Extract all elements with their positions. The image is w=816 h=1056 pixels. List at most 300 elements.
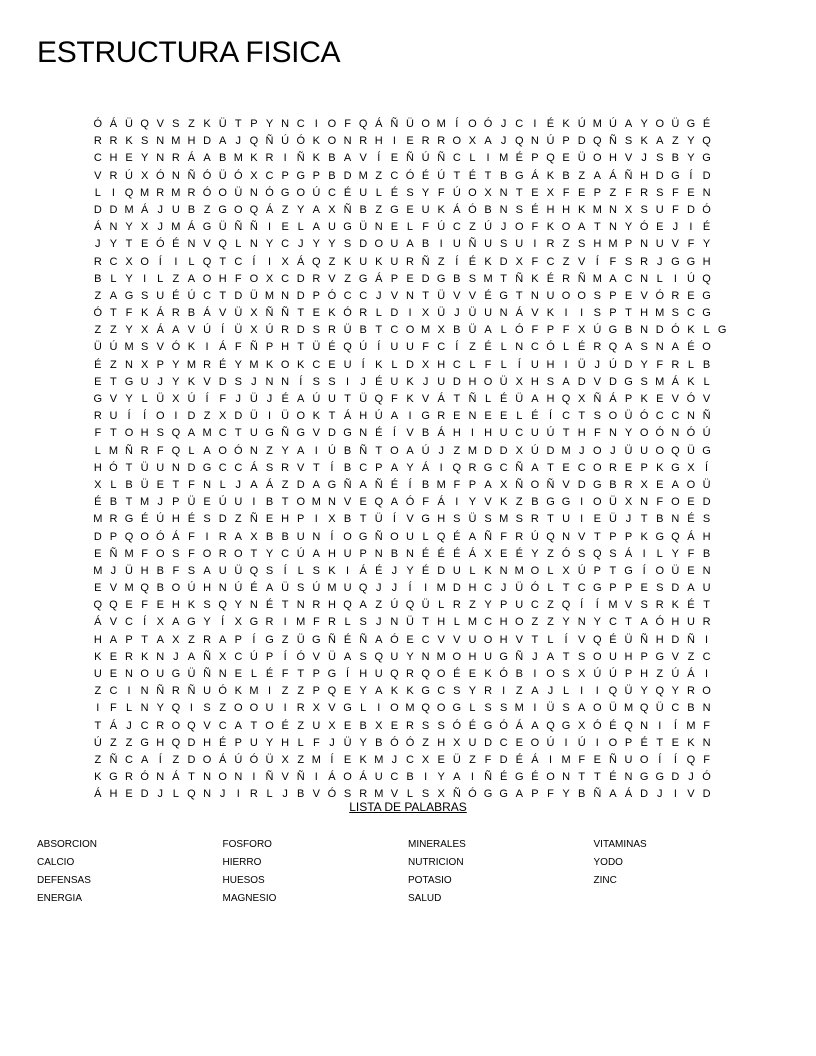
grid-letter: T (625, 307, 632, 320)
grid-letter: U (437, 375, 446, 388)
grid-letter: G (593, 582, 602, 595)
grid-letter: L (453, 616, 460, 629)
grid-letter: P (593, 564, 601, 577)
grid-letter: H (109, 152, 118, 165)
grid-letter: Y (312, 238, 320, 251)
grid-letter: E (406, 203, 414, 216)
grid-letter: G (421, 685, 430, 698)
grid-letter: P (312, 668, 320, 680)
grid-row (90, 580, 730, 597)
grid-letter: C (296, 118, 305, 130)
grid-letter: I (673, 272, 677, 285)
grid-letter: M (436, 118, 446, 130)
grid-row (90, 666, 730, 683)
grid-letter: C (530, 341, 539, 354)
grid-letter: Í (158, 255, 162, 268)
grid-letter: Ñ (296, 152, 305, 165)
grid-letter: Q (374, 393, 384, 405)
grid-letter: Ú (249, 650, 258, 663)
grid-letter: O (234, 702, 243, 715)
grid-letter: G (717, 324, 727, 337)
grid-letter: Ñ (359, 633, 368, 646)
grid-letter: O (530, 478, 540, 491)
grid-letter: J (672, 221, 679, 234)
grid-letter: Á (421, 461, 430, 474)
grid-letter: Y (234, 358, 242, 371)
grid-letter: P (609, 530, 617, 543)
grid-letter: A (640, 616, 648, 629)
grid-letter: T (250, 547, 258, 560)
grid-letter: Ü (608, 702, 617, 715)
grid-letter: Á (671, 375, 680, 388)
grid-letter: T (593, 530, 601, 543)
grid-letter: U (499, 427, 508, 440)
grid-letter: Q (702, 272, 711, 285)
grid-letter: Q (405, 599, 415, 612)
grid-letter: Z (547, 547, 554, 560)
grid-letter: Q (93, 599, 103, 612)
grid-letter: Y (531, 547, 539, 560)
word-column (594, 836, 780, 908)
grid-letter: I (143, 272, 147, 285)
grid-letter: Z (297, 753, 305, 766)
grid-letter: G (608, 324, 618, 337)
grid-letter: G (390, 203, 399, 216)
grid-letter: U (374, 668, 383, 680)
grid-letter: Á (437, 393, 445, 405)
grid-letter: H (187, 135, 196, 148)
grid-letter: Ó (702, 771, 711, 784)
grid-letter: P (624, 736, 633, 749)
grid-letter: P (624, 238, 633, 251)
grid-letter: D (499, 255, 508, 268)
grid-letter: R (218, 530, 227, 543)
grid-letter: R (171, 152, 180, 165)
grid-letter: Z (94, 685, 102, 698)
grid-letter: N (640, 272, 649, 285)
grid-letter: Z (469, 341, 476, 354)
grid-letter: H (171, 513, 180, 526)
grid-letter: X (515, 255, 523, 268)
grid-letter: S (640, 341, 648, 354)
grid-letter: E (578, 186, 586, 199)
grid-letter: M (296, 616, 306, 629)
grid-letter: B (421, 238, 430, 251)
grid-letter: R (546, 238, 555, 251)
grid-letter: Ü (421, 599, 430, 612)
grid-letter: S (343, 788, 352, 801)
grid-letter: Y (265, 736, 274, 749)
grid-letter: S (312, 375, 320, 388)
grid-letter: Z (203, 410, 211, 423)
grid-letter: D (671, 771, 680, 784)
grid-letter: O (390, 530, 399, 543)
grid-letter: D (359, 238, 368, 251)
grid-letter: I (564, 736, 568, 749)
grid-letter: Í (158, 753, 162, 766)
grid-letter: Ó (639, 221, 649, 234)
grid-letter: Q (593, 633, 602, 646)
grid-letter: S (656, 186, 664, 199)
grid-letter: Z (281, 633, 289, 646)
grid-letter: Z (125, 736, 133, 749)
grid-letter: L (422, 530, 429, 543)
grid-letter: U (171, 203, 180, 216)
grid-letter: S (203, 513, 211, 526)
grid-letter: S (515, 513, 523, 526)
grid-letter: D (93, 203, 102, 216)
grid-letter: O (546, 771, 555, 784)
grid-letter: R (203, 358, 212, 371)
grid-letter: J (500, 221, 507, 234)
grid-letter: U (265, 702, 274, 715)
grid-letter: D (187, 410, 196, 423)
grid-letter: T (500, 272, 508, 285)
grid-letter: Á (328, 771, 336, 784)
grid-row (90, 133, 730, 150)
grid-letter: J (219, 788, 226, 801)
grid-letter: R (406, 719, 414, 732)
grid-letter: B (390, 547, 399, 560)
grid-letter: Q (436, 530, 446, 543)
grid-letter: V (328, 272, 336, 285)
grid-letter: V (593, 375, 601, 388)
grid-letter: A (359, 478, 367, 491)
grid-letter: O (343, 771, 352, 784)
grid-letter: Ó (265, 186, 274, 199)
grid-row (90, 529, 730, 546)
grid-letter: T (250, 719, 258, 732)
grid-letter: E (406, 135, 414, 148)
grid-letter: S (172, 547, 180, 560)
grid-letter: I (346, 375, 350, 388)
grid-letter: Ñ (515, 272, 524, 285)
grid-letter: Í (127, 410, 131, 423)
grid-letter: Í (642, 564, 646, 577)
grid-letter: I (283, 152, 287, 165)
grid-letter: G (296, 169, 305, 182)
grid-letter: Ó (202, 169, 212, 182)
grid-letter: E (593, 753, 601, 766)
grid-letter: T (547, 513, 554, 526)
grid-letter: F (141, 547, 148, 560)
grid-letter: Ñ (343, 478, 352, 491)
grid-letter: L (297, 221, 304, 234)
grid-letter: Q (593, 135, 602, 148)
grid-letter: Ü (249, 410, 258, 423)
grid-letter: Y (265, 118, 274, 130)
grid-row (90, 357, 730, 374)
grid-letter: Á (515, 719, 523, 732)
grid-letter: D (93, 530, 102, 543)
grid-letter: Z (453, 444, 461, 457)
grid-letter: I (205, 341, 209, 354)
grid-letter: É (609, 719, 617, 732)
grid-letter: A (312, 478, 320, 491)
grid-letter: X (421, 753, 430, 766)
grid-letter: G (249, 616, 259, 629)
grid-letter: Ü (296, 633, 305, 646)
grid-letter: L (375, 186, 382, 199)
grid-letter: Ó (155, 530, 165, 543)
grid-letter: I (455, 496, 459, 509)
grid-letter: Í (705, 461, 709, 474)
grid-letter: Í (205, 393, 209, 405)
grid-letter: X (328, 719, 336, 732)
grid-letter: I (174, 255, 178, 268)
grid-letter: Y (640, 118, 648, 130)
grid-letter: A (359, 599, 367, 612)
grid-letter: D (499, 753, 508, 766)
grid-letter: Q (218, 599, 227, 612)
grid-letter: Ü (234, 186, 243, 199)
grid-letter: A (484, 324, 492, 337)
grid-letter: U (421, 203, 430, 216)
grid-letter: Z (671, 135, 679, 148)
grid-letter: S (578, 238, 586, 251)
grid-letter: B (515, 668, 523, 680)
grid-letter: Í (252, 633, 256, 646)
grid-letter: C (390, 169, 399, 182)
grid-letter: T (110, 427, 117, 440)
grid-letter: Ñ (281, 307, 290, 320)
grid-letter: S (343, 238, 352, 251)
grid-letter: X (578, 324, 586, 337)
grid-letter: L (438, 599, 445, 612)
grid-letter: J (500, 582, 507, 595)
grid-letter: U (390, 255, 399, 268)
grid-letter: Y (140, 152, 149, 165)
grid-letter: U (640, 444, 649, 457)
grid-letter: T (94, 719, 102, 732)
grid-letter: S (562, 668, 570, 680)
grid-letter: T (515, 186, 523, 199)
grid-letter: Q (421, 668, 430, 680)
grid-letter: Q (249, 203, 259, 216)
grid-letter: Z (547, 616, 554, 629)
grid-letter: X (624, 203, 633, 216)
grid-letter: G (124, 513, 134, 526)
grid-letter: É (499, 771, 508, 784)
grid-letter: C (203, 289, 212, 302)
grid-letter: A (390, 461, 399, 474)
grid-letter: T (172, 478, 180, 491)
grid-letter: Q (390, 668, 399, 680)
grid-letter: O (671, 496, 680, 509)
grid-letter: I (283, 616, 287, 629)
grid-letter: Ó (343, 307, 352, 320)
grid-letter: Q (608, 341, 618, 354)
grid-letter: Ñ (109, 753, 118, 766)
grid-letter: I (236, 788, 240, 801)
grid-letter: O (655, 118, 665, 130)
grid-letter: Ü (281, 410, 290, 423)
word-item: POTASIO (408, 875, 452, 886)
grid-letter: A (187, 272, 196, 285)
grid-row (90, 460, 730, 477)
grid-letter: Ü (608, 496, 617, 509)
grid-letter: D (686, 203, 695, 216)
grid-letter: B (265, 496, 274, 509)
grid-letter: Ü (515, 393, 524, 405)
grid-letter: X (484, 547, 492, 560)
grid-letter: M (311, 496, 321, 509)
grid-letter: N (702, 736, 711, 749)
grid-letter: H (452, 427, 461, 440)
grid-letter: U (390, 375, 399, 388)
grid-letter: M (436, 650, 446, 663)
grid-letter: U (296, 530, 305, 543)
grid-letter: F (609, 255, 617, 268)
grid-row (90, 408, 730, 425)
grid-letter: Ú (312, 582, 321, 595)
grid-letter: Q (171, 444, 181, 457)
grid-letter: Ü (624, 685, 633, 698)
grid-letter: L (516, 410, 523, 423)
grid-letter: Z (281, 203, 289, 216)
grid-letter: J (391, 564, 398, 577)
grid-letter: E (125, 788, 133, 801)
grid-row (90, 271, 730, 288)
grid-letter: A (375, 633, 383, 646)
grid-letter: O (593, 650, 602, 663)
grid-letter: X (250, 324, 258, 337)
grid-letter: P (562, 135, 570, 148)
grid-row (90, 597, 730, 614)
grid-letter: Á (94, 788, 102, 801)
grid-letter: T (609, 564, 617, 577)
grid-letter: U (374, 771, 383, 784)
grid-letter: U (359, 186, 368, 199)
grid-letter: N (530, 289, 539, 302)
grid-letter: H (140, 564, 149, 577)
grid-letter: E (343, 719, 352, 732)
grid-letter: Ñ (577, 272, 586, 285)
grid-letter: I (673, 788, 677, 801)
grid-letter: Ü (374, 513, 383, 526)
grid-letter: A (687, 582, 695, 595)
grid-letter: M (124, 547, 134, 560)
grid-letter: Ú (312, 186, 321, 199)
grid-letter: T (562, 427, 570, 440)
grid-letter: V (671, 393, 680, 405)
grid-letter: A (297, 444, 305, 457)
grid-letter: Á (94, 616, 102, 629)
grid-letter: R (109, 135, 118, 148)
grid-letter: S (421, 719, 430, 732)
grid-letter: Q (358, 118, 368, 130)
grid-letter: M (467, 616, 478, 629)
grid-letter: Á (687, 668, 695, 680)
grid-letter: Y (297, 203, 305, 216)
grid-letter: Á (140, 203, 149, 216)
grid-letter: G (686, 255, 696, 268)
grid-letter: U (390, 650, 399, 663)
grid-letter: É (265, 668, 274, 680)
grid-letter: N (343, 135, 352, 148)
grid-letter: N (281, 375, 290, 388)
grid-letter: N (156, 771, 165, 784)
grid-letter: G (171, 668, 181, 680)
grid-letter: T (375, 324, 383, 337)
word-item: MINERALES (408, 839, 466, 850)
grid-letter: T (703, 599, 710, 612)
grid-letter: Á (265, 478, 274, 491)
grid-letter: L (547, 564, 554, 577)
grid-letter: T (453, 393, 461, 405)
grid-letter: O (296, 496, 305, 509)
grid-letter: U (109, 410, 118, 423)
grid-letter: I (486, 152, 490, 165)
grid-letter: S (437, 719, 445, 732)
grid-letter: C (484, 582, 493, 595)
grid-letter: D (452, 375, 461, 388)
grid-row (90, 683, 730, 700)
grid-letter: L (266, 788, 273, 801)
grid-letter: B (359, 324, 367, 337)
grid-letter: Á (531, 169, 539, 182)
grid-letter: S (624, 135, 633, 148)
grid-letter: O (405, 324, 415, 337)
grid-letter: K (375, 358, 383, 371)
grid-letter: S (312, 564, 320, 577)
grid-letter: I (252, 496, 256, 509)
grid-letter: X (250, 169, 258, 182)
grid-letter: J (641, 152, 647, 165)
grid-letter: N (499, 186, 508, 199)
grid-letter: Y (687, 152, 695, 165)
grid-letter: I (267, 255, 272, 268)
grid-row (90, 546, 730, 563)
grid-letter: Ó (93, 307, 103, 320)
grid-letter: Á (187, 221, 196, 234)
grid-letter: Ú (203, 324, 212, 337)
grid-letter: A (406, 238, 414, 251)
grid-letter: A (484, 135, 492, 148)
grid-letter: N (624, 771, 633, 784)
grid-letter: Í (143, 410, 147, 423)
grid-letter: Z (375, 203, 383, 216)
grid-letter: S (499, 702, 508, 715)
grid-letter: B (656, 513, 664, 526)
grid-letter: É (421, 169, 430, 182)
grid-letter: E (656, 393, 664, 405)
grid-letter: V (203, 719, 211, 732)
grid-letter: Ú (671, 668, 680, 680)
grid-letter: X (219, 410, 227, 423)
grid-letter: T (656, 736, 664, 749)
grid-letter: H (327, 599, 336, 612)
grid-letter: J (110, 564, 117, 577)
grid-letter: É (531, 771, 539, 784)
grid-letter: T (125, 496, 133, 509)
grid-letter: E (109, 668, 118, 680)
grid-letter: A (343, 152, 352, 165)
grid-letter: A (109, 633, 118, 646)
grid-letter: A (531, 461, 539, 474)
grid-letter: N (702, 702, 711, 715)
grid-letter: E (109, 650, 118, 663)
grid-letter: F (110, 702, 117, 715)
word-item: VITAMINAS (593, 839, 647, 850)
grid-letter: M (186, 358, 197, 371)
grid-letter: Ü (249, 289, 258, 302)
grid-letter: Z (687, 650, 695, 663)
grid-letter: M (499, 152, 509, 165)
grid-letter: I (470, 771, 474, 784)
grid-letter: E (156, 478, 164, 491)
grid-letter: G (561, 719, 571, 732)
